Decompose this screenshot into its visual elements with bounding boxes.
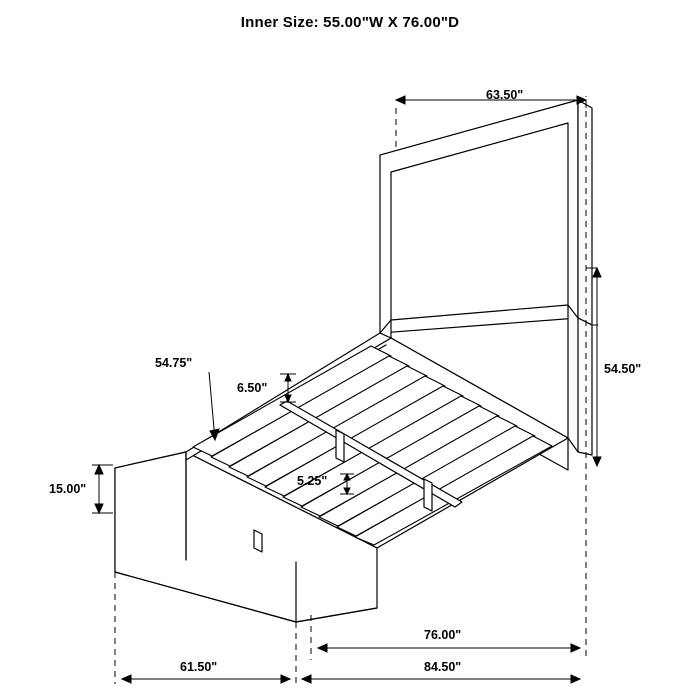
dimension-label-inner-depth: 76.00" — [424, 628, 462, 642]
dimension-label-deck-height: 15.00" — [49, 482, 87, 496]
dimension-label-slat-width: 5.25" — [297, 474, 328, 488]
dimension-label-slat-span: 54.75" — [155, 356, 193, 370]
dimension-label-overall-side-length: 61.50" — [180, 660, 218, 674]
dimension-label-headboard-height: 54.50" — [604, 362, 642, 376]
dimension-label-slat-gap: 6.50" — [237, 381, 268, 395]
dimension-label-headboard-width: 63.50" — [486, 88, 524, 102]
page-title: Inner Size: 55.00"W X 76.00"D — [240, 14, 460, 31]
dimension-label-overall-depth: 84.50" — [424, 660, 462, 674]
